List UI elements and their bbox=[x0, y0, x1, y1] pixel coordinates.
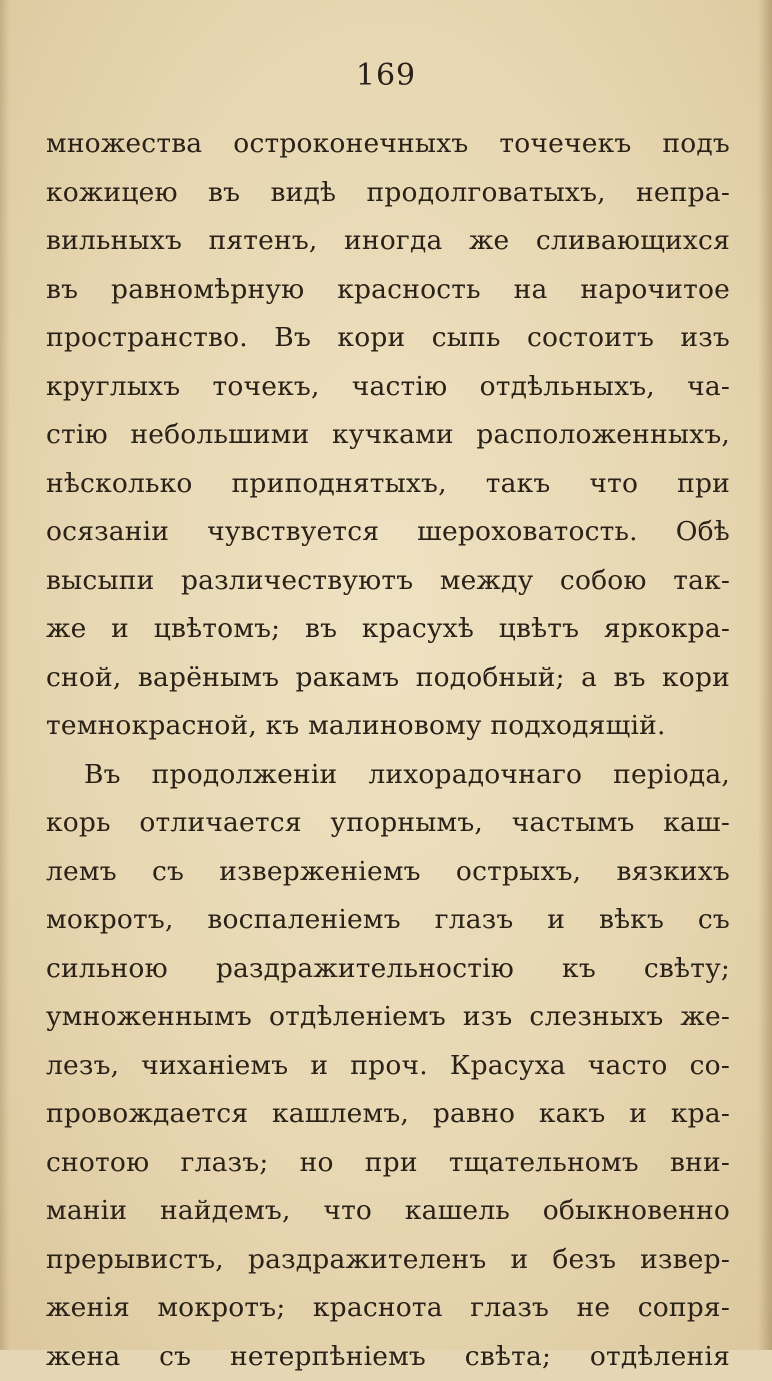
text-line: корь отличается упорнымъ, частымъ каш- bbox=[46, 799, 730, 848]
text-line: маніи найдемъ, что кашель обыкновенно bbox=[46, 1187, 730, 1236]
body-text bbox=[46, 120, 730, 1381]
text-line: же и цвѣтомъ; въ красухѣ цвѣтъ яркокра- bbox=[46, 605, 730, 654]
page-left-shadow bbox=[0, 0, 10, 1350]
text-line: женія мокротъ; краснота глазъ не сопря- bbox=[46, 1284, 730, 1333]
text-line: прерывистъ, раздражителенъ и безъ извер- bbox=[46, 1236, 730, 1285]
text-line: сной, варёнымъ ракамъ подобный; а въ кори bbox=[46, 654, 730, 703]
text-line: осязаніи чувствуется шероховатость. Обѣ bbox=[46, 508, 730, 557]
text-line: круглыхъ точекъ, частію отдѣльныхъ, ча- bbox=[46, 363, 730, 412]
text-line: темнокрасной, къ малиновому подходящій. bbox=[46, 702, 730, 751]
text-line: множества остроконечныхъ точечекъ подъ bbox=[46, 120, 730, 169]
text-line: стію небольшими кучками расположенныхъ, bbox=[46, 411, 730, 460]
text-line: Въ продолженіи лихорадочнаго періода, bbox=[46, 751, 730, 800]
text-line: умноженнымъ отдѣленіемъ изъ слезныхъ же- bbox=[46, 993, 730, 1042]
text-line: мокротъ, воспаленіемъ глазъ и вѣкъ съ bbox=[46, 896, 730, 945]
text-line: кожицею въ видѣ продолговатыхъ, непра- bbox=[46, 169, 730, 218]
text-line: снотою глазъ; но при тщательномъ вни- bbox=[46, 1139, 730, 1188]
text-line: лемъ съ изверженіемъ острыхъ, вязкихъ bbox=[46, 848, 730, 897]
text-line: вильныхъ пятенъ, иногда же сливающихся bbox=[46, 217, 730, 266]
text-line: высыпи различествуютъ между собою так- bbox=[46, 557, 730, 606]
page-right-shadow bbox=[758, 0, 772, 1350]
text-line: пространство. Въ кори сыпь состоитъ изъ bbox=[46, 314, 730, 363]
text-line: лезъ, чиханіемъ и проч. Красуха часто со- bbox=[46, 1042, 730, 1091]
text-line: жена съ нетерпѣніемъ свѣта; отдѣленія bbox=[46, 1333, 730, 1381]
paragraph bbox=[46, 751, 730, 1381]
page-number: 169 bbox=[0, 58, 772, 93]
paragraph bbox=[46, 120, 730, 751]
text-line: нѣсколько приподнятыхъ, такъ что при bbox=[46, 460, 730, 509]
text-line: въ равномѣрную красность на нарочитое bbox=[46, 266, 730, 315]
text-line: провождается кашлемъ, равно какъ и кра- bbox=[46, 1090, 730, 1139]
text-line: сильною раздражительностію къ свѣту; bbox=[46, 945, 730, 994]
